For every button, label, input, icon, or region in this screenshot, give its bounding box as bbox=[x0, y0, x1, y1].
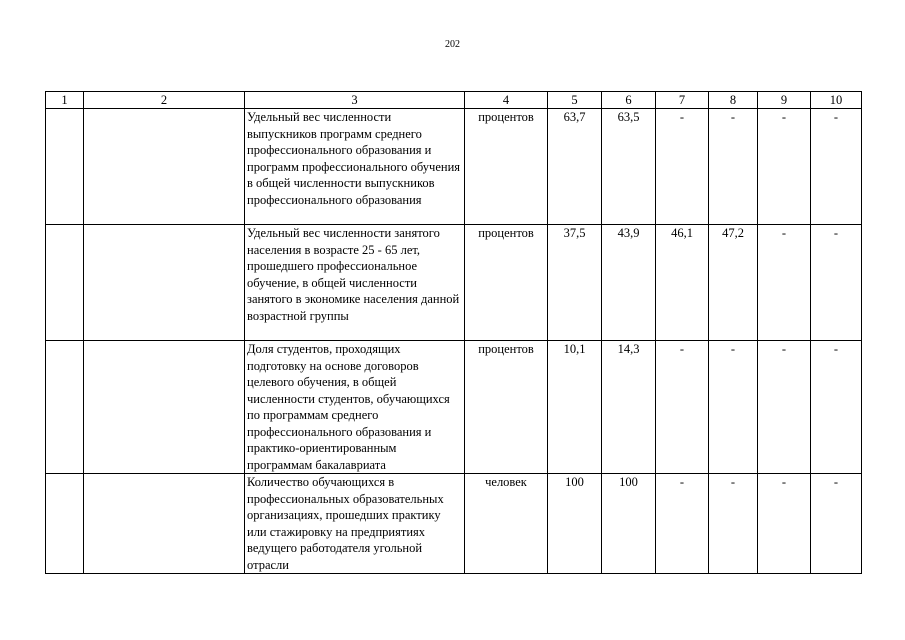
cell-col1 bbox=[46, 225, 84, 341]
value-cell-5: 100 bbox=[548, 474, 602, 574]
value-cell-6: 14,3 bbox=[602, 341, 656, 474]
column-header-3: 3 bbox=[245, 92, 465, 109]
column-header-4: 4 bbox=[465, 92, 548, 109]
value-cell-8: - bbox=[709, 474, 758, 574]
cell-col2 bbox=[84, 341, 245, 474]
value-cell-8: 47,2 bbox=[709, 225, 758, 341]
value-cell-10: - bbox=[811, 225, 862, 341]
column-header-1: 1 bbox=[46, 92, 84, 109]
value-cell-10: - bbox=[811, 341, 862, 474]
value-cell-7: - bbox=[656, 109, 709, 225]
value-cell-7: - bbox=[656, 474, 709, 574]
value-cell-6: 43,9 bbox=[602, 225, 656, 341]
indicator-cell: Количество обучающихся в профессиональных образовательных организациях, прошедших практику или стажировку на предприятиях ведущего работодателя угольной отрасли bbox=[245, 474, 465, 574]
value-cell-7: 46,1 bbox=[656, 225, 709, 341]
unit-cell: процентов bbox=[465, 341, 548, 474]
value-cell-10: - bbox=[811, 474, 862, 574]
unit-cell: процентов bbox=[465, 225, 548, 341]
table-row bbox=[46, 109, 862, 225]
cell-col2 bbox=[84, 109, 245, 225]
indicator-cell: Удельный вес численности занятого населения в возрасте 25 - 65 лет, прошедшего профессиональное обучение, в общей численности занятого в экономике населения данной возрастной группы bbox=[245, 225, 465, 341]
page-number: 202 bbox=[445, 39, 460, 50]
value-cell-5: 37,5 bbox=[548, 225, 602, 341]
value-cell-9: - bbox=[758, 341, 811, 474]
column-header-10: 10 bbox=[811, 92, 862, 109]
table-row bbox=[46, 341, 862, 474]
table-row bbox=[46, 474, 862, 574]
value-cell-7: - bbox=[656, 341, 709, 474]
indicator-cell: Удельный вес численности выпускников программ среднего профессионального образования и программ профессионального обучения в общей численности выпускников профессионального образования bbox=[245, 109, 465, 225]
unit-cell: процентов bbox=[465, 109, 548, 225]
value-cell-8: - bbox=[709, 109, 758, 225]
indicator-cell: Доля студентов, проходящих подготовку на основе договоров целевого обучения, в общей численности студентов, обучающихся по программам среднего профессионального образования и практико-ориентированным программам бакалавриата bbox=[245, 341, 465, 474]
column-header-7: 7 bbox=[656, 92, 709, 109]
column-header-5: 5 bbox=[548, 92, 602, 109]
header-row bbox=[46, 92, 862, 109]
unit-cell: человек bbox=[465, 474, 548, 574]
cell-col2 bbox=[84, 225, 245, 341]
value-cell-8: - bbox=[709, 341, 758, 474]
value-cell-9: - bbox=[758, 225, 811, 341]
value-cell-5: 10,1 bbox=[548, 341, 602, 474]
column-header-2: 2 bbox=[84, 92, 245, 109]
cell-col1 bbox=[46, 341, 84, 474]
cell-col2 bbox=[84, 474, 245, 574]
value-cell-10: - bbox=[811, 109, 862, 225]
value-cell-6: 100 bbox=[602, 474, 656, 574]
cell-col1 bbox=[46, 474, 84, 574]
value-cell-9: - bbox=[758, 109, 811, 225]
column-header-6: 6 bbox=[602, 92, 656, 109]
column-header-9: 9 bbox=[758, 92, 811, 109]
column-header-8: 8 bbox=[709, 92, 758, 109]
value-cell-6: 63,5 bbox=[602, 109, 656, 225]
value-cell-5: 63,7 bbox=[548, 109, 602, 225]
value-cell-9: - bbox=[758, 474, 811, 574]
indicators-table bbox=[45, 91, 862, 574]
table-row bbox=[46, 225, 862, 341]
cell-col1 bbox=[46, 109, 84, 225]
